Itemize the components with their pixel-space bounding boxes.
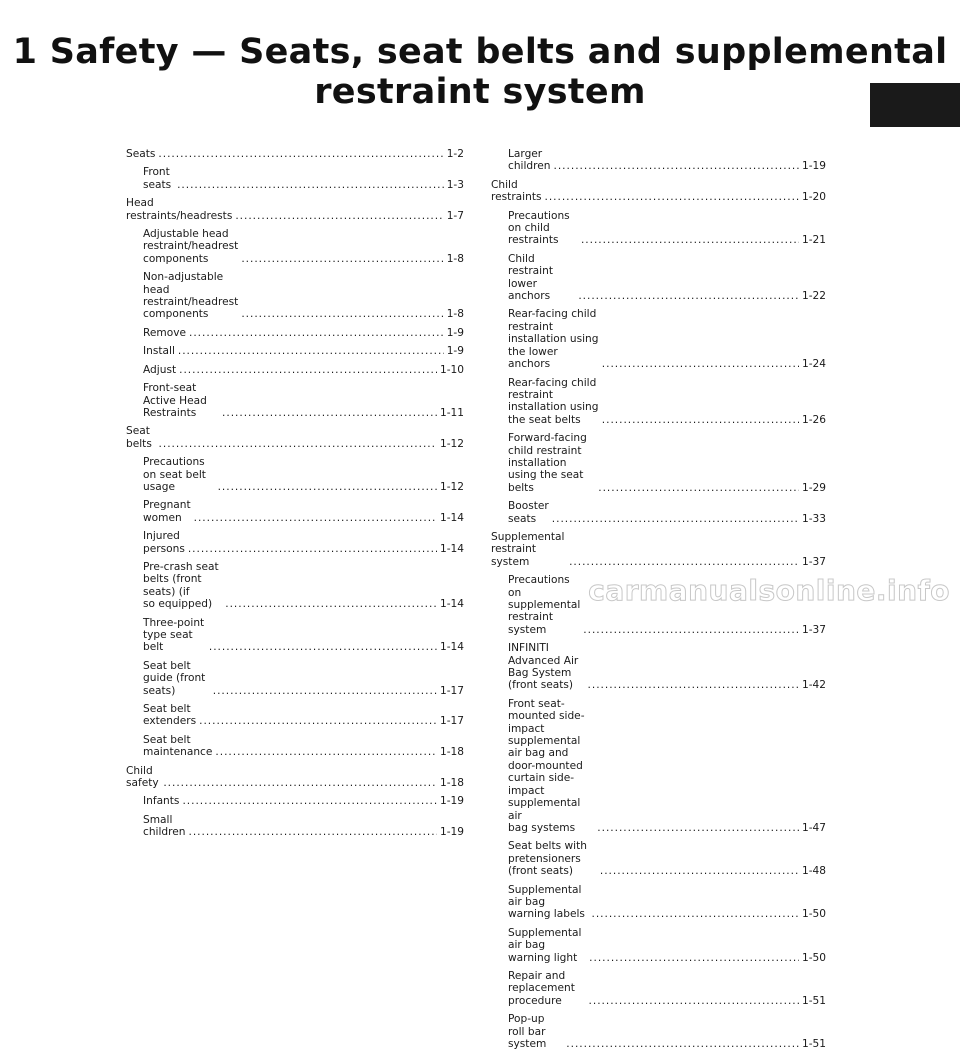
toc-entry[interactable] <box>491 148 826 173</box>
toc-entry[interactable] <box>126 561 464 611</box>
toc-entry-page: 1-18 <box>439 746 464 759</box>
toc-leader-dots <box>589 995 799 1007</box>
toc-entry-page: 1-51 <box>801 1038 826 1050</box>
toc-entry-label: Seat belts with pretensioners (front seats) <box>508 840 587 878</box>
toc-leader-dots <box>241 308 443 320</box>
toc-entry-page: 1-21 <box>801 234 826 247</box>
toc-entry-label: Seat belt extenders <box>143 703 197 728</box>
toc-entry-label: Supplemental air bag warning light <box>508 926 582 964</box>
toc-leader-dots <box>188 543 437 555</box>
toc-entry[interactable] <box>126 703 464 728</box>
toc-entry-page: 1-19 <box>801 160 826 173</box>
toc-entry-page: 1-10 <box>439 363 464 376</box>
toc-leader-dots <box>554 160 799 172</box>
toc-leader-dots <box>179 364 437 376</box>
toc-leader-dots <box>159 438 437 450</box>
toc-entry-page: 1-29 <box>801 481 826 494</box>
toc-entry-label: Larger children <box>508 148 551 173</box>
toc-leader-dots <box>163 777 437 789</box>
toc-entry-label: Supplemental restraint system <box>491 530 565 568</box>
toc-leader-dots <box>552 513 799 525</box>
toc-entry-label: Pop-up roll bar system <box>508 1013 547 1050</box>
toc-leader-dots <box>598 482 799 494</box>
chapter-title-line1: 1 Safety — Seats, seat belts and supplemental <box>12 32 948 72</box>
toc-entry-page: 1-20 <box>801 191 826 204</box>
toc-entry-label: Seats <box>126 148 156 160</box>
toc-leader-dots <box>581 234 799 246</box>
toc-entry[interactable] <box>126 364 464 376</box>
toc-entry[interactable] <box>126 327 464 339</box>
toc-entry-label: Install <box>143 345 175 358</box>
toc-entry-page: 1-3 <box>446 178 464 191</box>
toc-entry-label: Front-seat Active Head Restraints <box>143 382 207 419</box>
toc-entry-label: Infants <box>143 795 180 808</box>
toc-leader-dots <box>600 865 799 877</box>
toc-entry[interactable] <box>126 148 464 160</box>
toc-entry-page: 1-9 <box>446 326 464 339</box>
toc-entry[interactable] <box>126 271 464 321</box>
toc-entry-page: 1-7 <box>446 209 464 222</box>
toc-entry-page: 1-42 <box>801 679 826 692</box>
toc-entry-label: Supplemental air bag warning labels <box>508 883 585 921</box>
toc-entry[interactable] <box>491 432 826 494</box>
toc-entry-page: 1-50 <box>801 951 826 964</box>
toc-entry[interactable] <box>491 884 826 921</box>
toc-leader-dots <box>215 746 437 758</box>
toc-leader-dots <box>178 345 444 357</box>
toc-entry-label: Seat belt maintenance <box>143 733 213 759</box>
toc-leader-dots <box>597 822 799 834</box>
toc-entry-label: Three-point type seat belt <box>143 616 205 654</box>
toc-entry[interactable] <box>126 456 464 493</box>
toc-leader-dots <box>222 407 437 419</box>
toc-entry-page: 1-19 <box>439 795 464 808</box>
chapter-tab-marker <box>870 83 960 127</box>
toc-entry[interactable] <box>126 734 464 759</box>
toc-entry-page: 1-9 <box>446 345 464 358</box>
toc-entry-label: Head restraints/headrests <box>126 197 233 222</box>
toc-entry[interactable] <box>126 795 464 807</box>
toc-entry[interactable] <box>126 197 464 222</box>
toc-entry[interactable] <box>491 531 826 568</box>
chapter-title-line2: restraint system <box>314 72 646 112</box>
toc-entry[interactable] <box>491 377 826 427</box>
toc-leader-dots <box>158 148 443 160</box>
toc-entry-page: 1-51 <box>801 994 826 1007</box>
toc-entry-page: 1-14 <box>439 511 464 524</box>
toc-entry-page: 1-37 <box>801 555 826 568</box>
toc-leader-dots <box>602 414 799 426</box>
toc-leader-dots <box>209 641 437 653</box>
toc-entry-label: Rear-facing child restraint installation using the lower anchors <box>508 308 599 371</box>
toc-entry-page: 1-48 <box>801 865 826 878</box>
chapter-title <box>0 32 960 112</box>
toc-leader-dots <box>225 598 437 610</box>
toc-entry-page: 1-12 <box>439 437 464 450</box>
toc-leader-dots <box>235 210 443 222</box>
toc-entry-label: Adjustable head restraint/headrest components <box>143 228 239 265</box>
toc-entry-label: Child restraints <box>491 178 542 204</box>
toc-entry-label: Injured persons <box>143 530 185 555</box>
toc-entry-label: Forward-facing child restraint installation using the seat belts <box>508 432 587 494</box>
toc-entry[interactable] <box>491 210 826 247</box>
toc-entry[interactable] <box>491 927 826 964</box>
toc-entry-label: Remove <box>143 326 186 339</box>
toc-entry[interactable] <box>126 765 464 790</box>
toc-entry-page: 1-11 <box>439 406 464 419</box>
toc-entry[interactable] <box>126 499 464 524</box>
toc-entry[interactable] <box>491 970 826 1007</box>
toc-entry-page: 1-17 <box>439 684 464 697</box>
toc-entry[interactable] <box>491 1013 826 1050</box>
toc-entry[interactable] <box>491 179 826 204</box>
toc-entry-page: 1-2 <box>446 148 464 160</box>
toc-entry-page: 1-50 <box>801 908 826 921</box>
toc-entry-label: Precautions on supplemental restraint system <box>508 574 581 636</box>
toc-entry-label: Pre-crash seat belts (front seats) (if so equipped) <box>143 560 219 611</box>
watermark: carmanualsonline.info <box>588 574 950 607</box>
toc-entry[interactable] <box>491 698 826 834</box>
toc-entry-label: Seat belts <box>126 425 152 450</box>
toc-entry[interactable] <box>491 308 826 370</box>
toc-entry-page: 1-14 <box>439 641 464 654</box>
toc-entry-label: Small children <box>143 813 186 839</box>
toc-entry-label: Repair and replacement procedure <box>508 969 575 1007</box>
toc-entry[interactable] <box>491 642 826 692</box>
toc-leader-dots <box>199 715 437 727</box>
toc-entry-label: Adjust <box>143 363 177 376</box>
toc-leader-dots <box>189 327 444 339</box>
toc-entry-label: Child restraint lower anchors <box>508 252 553 303</box>
toc-leader-dots <box>588 679 799 691</box>
toc-entry-label: Front seat-mounted side-impact supplemental air bag and door-mounted curtain side-impact supplemental air bag systems <box>508 697 585 834</box>
toc-entry-page: 1-18 <box>439 777 464 790</box>
toc-entry[interactable] <box>491 253 826 303</box>
toc-entry-page: 1-14 <box>439 598 464 611</box>
toc-entry[interactable] <box>126 382 464 419</box>
toc-leader-dots <box>583 624 799 636</box>
toc-entry-page: 1-26 <box>801 413 826 426</box>
toc-entry-page: 1-14 <box>439 542 464 555</box>
toc-column-left <box>126 148 464 845</box>
toc-entry-page: 1-47 <box>801 821 826 834</box>
toc-entry-label: Front seats <box>143 166 172 191</box>
toc-entry[interactable] <box>126 814 464 839</box>
toc-leader-dots <box>241 253 443 265</box>
toc-leader-dots <box>177 179 444 191</box>
toc-leader-dots <box>182 795 437 807</box>
toc-entry-label: Seat belt guide (front seats) <box>143 659 206 697</box>
toc-leader-dots <box>194 512 437 524</box>
toc-entry-page: 1-19 <box>439 826 464 839</box>
toc-leader-dots <box>592 908 799 920</box>
toc-entry[interactable] <box>491 500 826 525</box>
toc-entry[interactable] <box>126 425 464 450</box>
toc-entry-page: 1-22 <box>801 290 826 303</box>
toc-entry-label: Precautions on seat belt usage <box>143 456 206 493</box>
toc-entry[interactable] <box>491 840 826 877</box>
toc-leader-dots <box>602 358 799 370</box>
toc-entry[interactable] <box>126 166 464 191</box>
toc-leader-dots <box>566 1038 799 1050</box>
toc-entry-page: 1-8 <box>446 308 464 321</box>
toc-leader-dots <box>218 481 437 493</box>
toc-entry-page: 1-17 <box>439 715 464 728</box>
toc-leader-dots <box>213 685 437 697</box>
toc-entry-label: Rear-facing child restraint installation using the seat belts <box>508 376 599 426</box>
toc-entry-page: 1-33 <box>801 512 826 525</box>
toc-leader-dots <box>578 290 799 302</box>
toc-entry-label: INFINITI Advanced Air Bag System (front seats) <box>508 642 579 692</box>
toc-leader-dots <box>545 191 799 203</box>
toc-entry[interactable] <box>126 660 464 697</box>
toc-entry-page: 1-24 <box>801 358 826 371</box>
toc-leader-dots <box>569 556 799 568</box>
toc-entry[interactable] <box>126 530 464 555</box>
toc-entry-label: Non-adjustable head restraint/headrest components <box>143 271 239 321</box>
toc-entry-page: 1-37 <box>801 623 826 636</box>
toc-entry-page: 1-12 <box>439 480 464 493</box>
toc-leader-dots <box>589 952 799 964</box>
toc-entry-page: 1-8 <box>446 252 464 265</box>
toc-entry[interactable] <box>126 228 464 265</box>
toc-entry-label: Pregnant women <box>143 499 191 524</box>
toc-leader-dots <box>189 826 437 838</box>
toc-entry[interactable] <box>126 617 464 654</box>
toc-entry-label: Precautions on child restraints <box>508 209 570 247</box>
toc-entry[interactable] <box>126 345 464 357</box>
toc-entry-label: Child safety <box>126 764 159 790</box>
toc-entry-label: Booster seats <box>508 500 549 525</box>
